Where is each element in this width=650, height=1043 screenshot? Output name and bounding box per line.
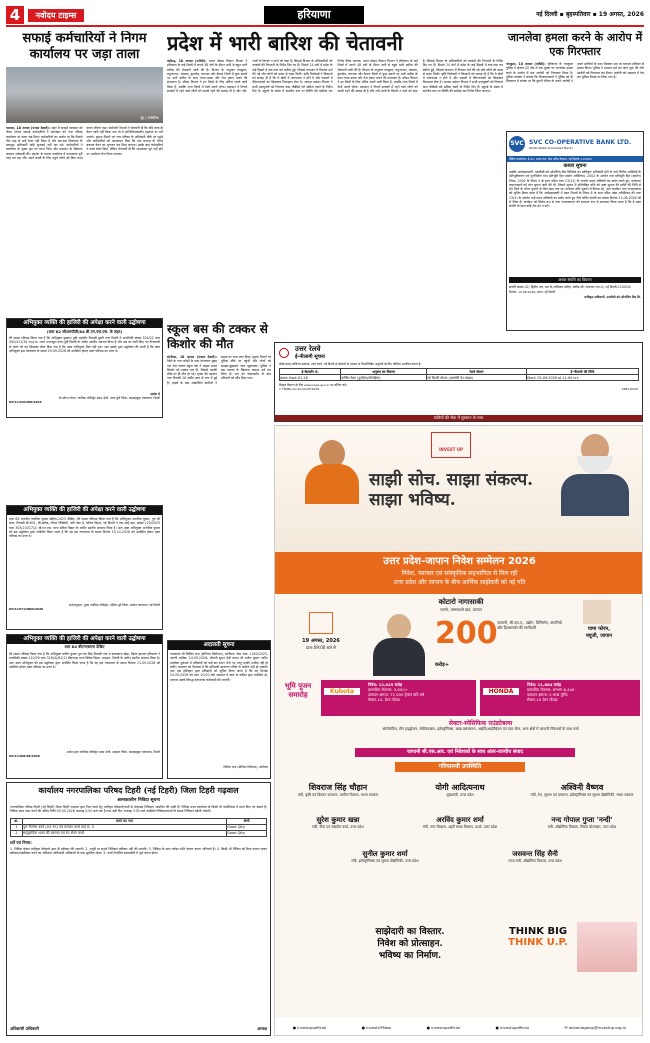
guest-card (279, 816, 397, 830)
governor-portrait (371, 614, 427, 676)
weekday: बृहस्पतिवार (565, 11, 591, 18)
notice-3-subtitle: धारा 84 बीएनएसएस देखिए (64, 644, 105, 649)
table-row (11, 830, 267, 836)
notice-2-ref: DP/11571/NDD/2026 (9, 607, 44, 611)
notice-2-title: अभियुक्त व्यक्ति की हाजिरी की अपेक्षा करने वाली उद्घोषणा (7, 506, 162, 515)
body-school: जिले के गांव जठेड़ी के पास मंगलवार सुबह एक तेज रफ्तार स्कूल बस ने बाइक सवार किशोर को टक्कर मार दी, जिससे उसकी मौके पर ही मौत हो गई। मृतक की पहचान गांव निवासी 16 वर्षीय छात्र के रूप में हुई है। हादसे के बाद आक्रोशित ग्रामीणों ने सड़क पर जाम लगा दिया। सूचना मिलने पर पुलिस मौके पर पहुंची और लोगों को समझा-बुझाकर जाम खुलवाया। पुलिस ने बस चालक के खिलाफ मामला दर्ज कर लिया है। शव को पोस्टमार्टम के बाद परिजनों को सौंप दिया गया। (167, 355, 271, 385)
facebook-icon: ● (292, 1024, 297, 1030)
social-instagram[interactable] (427, 1025, 460, 1030)
guest-card (279, 782, 397, 798)
slogan-3: भविष्य का निर्माण. (378, 951, 442, 961)
tender-sign-left: अधिशासी अधिकारी (10, 1026, 39, 1031)
notice-3-title: अभियुक्त व्यक्ति की हाजिरी की अपेक्षा करने वाली उद्घोषणा (7, 635, 162, 644)
guest-name: सुनील कुमार शर्मा (362, 850, 408, 858)
email-icon: ✉ (564, 1024, 568, 1030)
td-station: नई दिल्ली स्टेशन (अजमेरी गेट साइड) (427, 375, 527, 381)
bank-notice (506, 131, 644, 331)
guest-name: योगी आदित्यनाथ (435, 783, 485, 792)
railway-body: वरिष्ठ मंडल वाणिज्य प्रबंधक, उत्तर रेलवे, नई दिल्ली ई-नीलामी के माध्यम से निम्नलिखित अनुबंधों के लिए बोलियां आमंत्रित करता है। (279, 362, 422, 366)
th-station: रेलवे स्टेशन (427, 369, 527, 375)
dateline-main: चंडीगढ़, 18 अगस्त (एजैंसी): (167, 59, 207, 63)
railway-footer: विस्तृत विवरण के लिए www.ireps.gov.in पर लॉगिन करें। (279, 383, 347, 387)
banner-sub1: निवेश, नवाचार एवं सांस्कृतिक सहभागिता से मिल रही (401, 570, 518, 577)
bank-office: बैंकिंग कार्यालय: ई-25, प्रथम तल, ईस्ट ऑफ कैलाश, नई दिल्ली-110065 (507, 156, 643, 162)
guest-role: मंत्री, रेल, सूचना एवं प्रसारण, इलेक्ट्रॉनिक्स एवं सूचना प्रौद्योगिकी, भारत सरकार (530, 793, 634, 797)
body-main-cont: भारत मौसम विज्ञान विभाग ने हरियाणा के कई जिलों में अगले 48 घंटों के दौरान भारी से बहुत भारी बारिश की चेतावनी जारी की है। विभाग के अनुसार पंचकूला, यमुनानगर, अंबाला, कुरुक्षेत्र, करनाल और कैथल जिलों में कुछ स्थानों पर भारी बारिश के साथ गरज-चमक और तेज हवाएं चलने की संभावना है। मौसम विभाग ने इन जिलों के लिए ऑरेंज अलर्ट जारी किया है, जबकि अन्य जिलों में येलो अलर्ट रहेगा। प्रशासन ने निचले इलाकों में रहने वाले लोगों को सतर्क रहने की सलाह दी है और नदी-नालों के किनारे न जाने को कहा है। सिंचाई विभाग के अधिकारियों को तटबंधों की निगरानी के निर्देश दिए गए हैं। पिछले 24 घंटों में प्रदेश के कई हिस्सों में रुक-रुक कर बारिश हुई, जिससे तापमान में गिरावट दर्ज की गई और लोगों को उमस से राहत मिली। कृषि विशेषज्ञों ने किसानों को सलाह दी है कि वे खेतों में जलभराव न होने दें और फसलों में कीटनाशकों का छिड़काव फिलहाल रोक दें। आपदा प्रबंधन विभाग ने सभी उपायुक्तों को नियंत्रण कक्ष चौबीसों घंटे सक्रिय रखने के निर्देश दिए हैं। स्कूलों के संबंध में स्थानीय स्तर पर स्थिति की समीक्षा कर निर्णय लिया जाएगा। (337, 59, 503, 94)
td-date: Start: 02.09.2026 at 11:00 hrs (526, 375, 638, 381)
notice-1-signature: आदेश से (150, 392, 160, 396)
guest-card (401, 782, 519, 798)
td-work: सामुदायिक भवन की मरम्मत एवं रंग-रोगन कार्य (23, 830, 227, 836)
social-handle: investupofficial (431, 1024, 461, 1030)
railway-table (279, 368, 639, 381)
railway-ref: 1 TPI/Bb-Auction/AdT/2026 (279, 387, 320, 391)
headline-left: सफाई कर्मचारियों ने निगम कार्यालय पर जड़ा ताला (22, 31, 147, 62)
notice-3 (6, 634, 163, 779)
notice-2-signature: आदेशानुसार, मुख्य न्यायिक मजिस्ट्रेट, दक्षिण-पूर्व जिला, साकेत न्यायालय, नई दिल्ली (68, 603, 160, 607)
headline-school: स्कूल बस की टक्कर से किशोर की मौत (167, 322, 268, 351)
guest-role: मंत्री, कृषि एवं किसान कल्याण, ग्रामीण विकास, भारत सरकार (297, 793, 379, 797)
guest-name: नन्द गोपाल गुप्ता 'नन्दी' (551, 816, 613, 824)
ad-bhoomi-row (275, 678, 643, 718)
masthead (6, 6, 644, 24)
sector-text: ऑटोमोटिव, ग्रीन हाइड्रोजन, सेमीकंडक्टर, इलेक्ट्रॉनिक्स, खाद्य प्रसंस्करण, आईटी/आईटीईएस एवं डाटा सेंटर, अन्य क्षेत्रों में जापानी निवेशकों के साथ चर्चा (382, 727, 579, 731)
railway-code: 2881/2026 (621, 387, 638, 391)
bank-signatory: प्राधिकृत अधिकारी, एसवीसी को-ऑपरेटिव बैंक लि. (584, 295, 641, 300)
event-date: 19 अगस्त, 2026 (302, 638, 340, 644)
guest-role: मंत्री, वित्त एवं संसदीय कार्य, उत्तर प्रदेश (312, 825, 364, 829)
guest-role: मंत्री, औद्योगिक विकास, निर्यात प्रोत्साहन, उत्तर प्रदेश (547, 825, 617, 829)
think-up: THINK U.P. (508, 937, 568, 948)
td-work: पुल निर्माण कार्य (03 नग) एवं मरम्मत कार्य वार्ड सं. 5 (23, 824, 227, 830)
page-number: 4 (6, 6, 24, 24)
up-invest-ad (274, 425, 643, 1036)
bank-name: SVC CO-OPERATIVE BANK LTD. (529, 138, 632, 146)
guest-role: मंत्री, नगर विकास, शहरी समग्र विकास, ऊर्जा, उत्तर प्रदेश (422, 825, 498, 829)
bhoomi-label: भूमि पूजन समारोह (284, 682, 312, 699)
story-right-body (506, 62, 644, 112)
slogan-1: साझेदारी का विस्तार. (375, 927, 445, 937)
twitter-icon: ● (361, 1024, 365, 1030)
td-category: Good Qlty (227, 830, 267, 836)
story-school-body (167, 355, 271, 507)
guest-name: अरविंद कुमार शर्मा (436, 816, 484, 824)
guest-name: शिवराज सिंह चौहान (308, 783, 368, 792)
notice-1-body: मेरे समक्ष परिवाद किया गया है कि अभियुक्त मुस्कान पुत्री जहांगीर निवासी मुस्ती नगर दिल्ली ने प्राथमिकी संख्या 524/22 धारा 392/411/34 भा.द.सं. थाना भजनपुरा उत्तर-पूर्वी दिल्ली के अधीन दंडनीय अपराध किया है और उस पर जारी किए गए गिरफ्तारी के वारंट को यह लिखकर लौटा दिया गया है कि उक्त अभियुक्त मिल नहीं रहा। अतः इसके द्वारा उद्घोषणा की जाती है कि उक्त अभियुक्त इस न्यायालय के समक्ष 29.09.2026 को उपस्थित होकर उक्त परिवाद का उत्तर दे। (9, 336, 160, 353)
social-handle: investupofficial (297, 1024, 327, 1030)
honda-box (480, 680, 640, 716)
tender-body: नगरपालिका परिषद टिहरी (नई टिहरी) जिला टिहरी गढ़वाल द्वारा निम्न कार्य हेतु पंजीकृत ठेकेदारों/फर्मों से मोहरबंद निविदाएं आमंत्रित की जाती हैं। निविदा प्रपत्र कार्यालय से किसी भी कार्यदिवस में प्राप्त किए जा सकते हैं। निविदा प्रपत्र जमा करने की अंतिम तिथि 05.09.2026 अपराह्न 2:00 बजे तक है तथा उसी दिन अपराह्न 3:00 बजे उपस्थित निविदादाताओं के समक्ष निविदाएं खोली जाएंगी। (10, 805, 267, 814)
honda-line1: निवेश: 11,864 करोड़ (527, 682, 562, 687)
story-school (167, 322, 271, 540)
th-work: कार्य का नाम (23, 818, 227, 824)
social-youtube[interactable] (496, 1025, 529, 1030)
invest-up-badge: INVEST UP (431, 432, 471, 458)
calendar-icon (309, 612, 333, 634)
guest-card (315, 850, 455, 864)
signing-line: जापानी सी.एस.आर. एवं निवेशकों के साथ अंतर-राज्यीय संवाद (355, 748, 575, 757)
tender-title: कार्यालय नगरपालिका परिषद टिहरी (नई टिहरी) जिला टिहरी गढ़वाल (38, 785, 239, 795)
bank-logo-icon: SVC (509, 136, 525, 152)
social-facebook[interactable] (293, 1025, 326, 1030)
ad-hero (275, 426, 643, 556)
pm-portrait (559, 432, 631, 516)
venue-line1: यामा फोरम, (587, 626, 611, 632)
think-big-logo (503, 926, 573, 966)
guest-card (523, 782, 641, 798)
railway-tender (274, 342, 643, 422)
td-catalog: Advt-Sept-01-26 (280, 375, 341, 381)
instagram-icon: ● (426, 1024, 430, 1030)
guest-card (401, 816, 519, 830)
story-main (167, 31, 503, 319)
city: नई दिल्ली (536, 11, 558, 18)
kubota-line1: निवेश: 12,025 करोड़ (368, 682, 403, 687)
story-main-body (167, 59, 503, 317)
td-category: Good Qlty (227, 824, 267, 830)
big-number-desc: जापानी, सी.एल.ए., उद्योग, विनिर्माण, कंपनियों और हितधारकों की भागीदारी (497, 620, 562, 630)
th-date: ई-नीलामी की तिथि (526, 369, 638, 375)
email-address: advantageup@investup.org.in (568, 1024, 627, 1030)
guests-title: गरिमामयी उपस्थिति (395, 762, 525, 772)
notice-1-court: श्री सौरभ गोयल, न्यायिक मजिस्ट्रेट प्रथम श्रेणी, उत्तर-पूर्वी जिला, कड़कड़डूमा न्यायालय, दिल्ली (58, 396, 160, 400)
tender-bottom (6, 782, 271, 1036)
banner-title: उत्तर प्रदेश-जापान निवेश सम्मेलन 2026 (383, 556, 536, 567)
date: 19 अगस्त, 2026 (598, 11, 644, 18)
ad-event-block (275, 596, 643, 676)
notice-1 (6, 318, 163, 418)
th-catalog: ई-कैटलॉग सं. (280, 369, 341, 375)
bank-title: कब्जा सूचना (563, 163, 587, 169)
railway-brand: उत्तर रेलवे (295, 345, 321, 353)
big-number-unit: करोड़+ (435, 662, 450, 668)
notice-3-signature: आदेश द्वारा न्यायिक मजिस्ट्रेट प्रथम श्रेणी, शाहदरा जिला, कड़कड़डूमा न्यायालय, दिल्ली (66, 750, 160, 754)
banner-sub2: उत्तर प्रदेश और जापान के बीच आर्थिक साझेदारी को नई गति (393, 579, 526, 586)
ad-banner (275, 552, 643, 594)
tender-subtitle: अल्पकालीन निविदा सूचना (117, 798, 160, 803)
notice-1-ref: DP/11426/NW/2026 (9, 400, 42, 404)
dateline-right: पंचकूला, 18 अगस्त (एजैंसी): (506, 62, 546, 66)
bank-tagline: (Multi-State Scheduled Bank) (529, 145, 573, 150)
railway-logo-icon (279, 348, 289, 358)
body-right: हरियाणा के पंचकूला पुलिस ने सेक्टर-20 क्षेत्र में एक युवक पर जानलेवा हमला करने के आरोप में एक आरोपी को गिरफ्तार किया है। पुलिस प्रवक्ता ने बताया कि शिकायतकर्ता ने पुलिस को दी शिकायत में बताया था कि पुरानी रंजिश के चलते आरोपी ने अपने साथियों के साथ मिलकर उस पर धारदार हथियार से हमला किया। पुलिस ने मामला दर्ज कर जांच शुरू की और आरोपी को गिरफ्तार कर लिया। आरोपी को अदालत में पेश कर पुलिस रिमांड पर लिया गया है। (506, 62, 644, 84)
th-sno: क्र. (11, 818, 23, 824)
tender-sign-right: अध्यक्ष (257, 1026, 267, 1031)
body-left: शहर में सफाई व्यवस्था को लेकर नाराज सफाई कर्मचारियों ने मंगलवार को नगर परिषद कार्यालय पर ताला जड़ दिया। कर्मचारियों का आरोप था कि पिछले तीन माह से उन्हें वेतन नहीं मिला है और बार-बार शिकायत के बावजूद अधिकारी कोई सुनवाई नहीं कर रहे। कर्मचारियों ने कार्यालय के मुख्य द्वार पर धरना दिया और प्रशासन के खिलाफ जमकर नारेबाजी की। प्रदर्शन के कारण कार्यालय में कामकाज पूरी तरह ठप रहा और अपने कार्यों के लिए पहुंचे लोगों को बिना काम कराए लौटना पड़ा। कर्मचारी नेताओं ने चेतावनी दी कि यदि जल्द ही वेतन जारी नहीं किया गया तो वे अनिश्चितकालीन हड़ताल पर चले जाएंगे। सूचना मिलने पर नगर परिषद के अधिकारी मौके पर पहुंचे और कर्मचारियों को आश्वासन दिया कि एक सप्ताह के भीतर बकाया वेतन का भुगतान कर दिया जाएगा। इसके बाद कर्मचारियों ने ताला खोल दिया, लेकिन चेतावनी दी कि आश्वासन पूरा नहीं होने पर आंदोलन तेज किया जाएगा। (6, 126, 163, 161)
story-right (506, 31, 644, 131)
slogan-2: निवेश को प्रोत्साहन. (377, 939, 443, 949)
bank-header (507, 132, 643, 156)
ad-social-bar (275, 1018, 643, 1036)
notice-4-signature: सिविल जज (सीनियर डिवीजन), सोनीपत (223, 765, 268, 769)
body-main: भारत मौसम विज्ञान विभाग ने हरियाणा के कई जिलों में अगले 48 घंटों के दौरान भारी से बहुत भारी बारिश की चेतावनी जारी की है। विभाग के अनुसार पंचकूला, यमुनानगर, अंबाला, कुरुक्षेत्र, करनाल और कैथल जिलों में कुछ स्थानों पर भारी बारिश के साथ गरज-चमक और तेज हवाएं चलने की संभावना है। मौसम विभाग ने इन जिलों के लिए ऑरेंज अलर्ट जारी किया है, जबकि अन्य जिलों में येलो अलर्ट रहेगा। प्रशासन ने निचले इलाकों में रहने वाले लोगों को सतर्क रहने की सलाह दी है और नदी-नालों के किनारे न जाने को कहा है। सिंचाई विभाग के अधिकारियों को तटबंधों की निगरानी के निर्देश दिए गए हैं। पिछले 24 घंटों में प्रदेश के कई हिस्सों में रुक-रुक कर बारिश हुई, जिससे तापमान में गिरावट दर्ज की गई और लोगों को उमस से राहत मिली। कृषि विशेषज्ञों ने किसानों को सलाह दी है कि वे खेतों में जलभराव न होने दें और फसलों में कीटनाशकों का छिड़काव फिलहाल रोक दें। आपदा प्रबंधन विभाग ने सभी उपायुक्तों को नियंत्रण कक्ष चौबीसों घंटे सक्रिय रखने के निर्देश दिए हैं। स्कूलों के संबंध में स्थानीय स्तर पर स्थिति की समीक्षा कर निर्णय लिया जाएगा। (167, 59, 362, 94)
venue-line2: फ्यूजी, जापान (585, 633, 613, 639)
notice-4-body: न्यायालय श्री सिविल जज (सीनियर डिवीजन), सोनीपत। केस नंबर: 1452/2025, अगली तारीख: 24.09.2026। श्रीमती सुमन देवी बनाम श्री राजेश कुमार आदि। उपरोक्त मुकदमे में प्रतिवादी को कई बार समन भेजे गए परंतु उनकी तामील नहीं हो सकी। अदालत को विश्वास है कि प्रतिवादी साधारण तरीके से तामील नहीं हो सकती। अतः इस इश्तिहार द्वारा प्रतिवादी को सूचित किया जाता है कि वह दिनांक 24.09.2026 को प्रातः 10:00 बजे अदालत में स्वयं या वकील द्वारा उपस्थित हो, अन्यथा उसके विरुद्ध एकतरफा कार्यवाही की जाएगी। (170, 652, 268, 682)
dateline-school: सोनीपत, 18 अगस्त (पंजाब केसरी): (167, 355, 217, 359)
story-left (6, 31, 163, 316)
honda-line3: उत्पादन क्षमता: 5 लाख यूनिट (527, 692, 568, 697)
social-email[interactable] (564, 1025, 626, 1030)
kubota-line4: सेक्टर-10, ग्रेटर नोएडा (368, 697, 400, 702)
th-contract: अनुबंध का विवरण (341, 369, 427, 375)
notice-2 (6, 505, 163, 630)
th-category: श्रेणी (227, 818, 267, 824)
kubota-line2: प्रस्तावित रोजगार: 3,800+ (368, 687, 408, 692)
guest-role: राज्य मंत्री, औद्योगिक विकास, उत्तर प्रदेश (508, 859, 562, 863)
bank-body: जबकि अधोहस्ताक्षरी, एसवीसी को-ऑपरेटिव बैंक लिमिटेड का प्राधिकृत अधिकारी होने के नाते वित्तीय आस्तियों के प्रतिभूतिकरण एवं पुनर्निर्माण तथा प्रतिभूति हित प्रवर्तन अधिनियम, 2002 के अंतर्गत तथा प्रतिभूति हित (प्रवर्तन) नियम, 2002 के नियम 3 के साथ पठित धारा 13(12) के अंतर्गत प्रदत्त शक्तियों का प्रयोग करते हुए, कर्जदार/जमानतदारों को मांग सूचना जारी की थी, जिसमें सूचना में उल्लिखित राशि को उक्त सूचना की प्राप्ति की तिथि से 60 दिनों के भीतर चुकाने के लिए कहा गया था। कर्जदार राशि चुकाने में विफल रहे, अतः कर्जदार तथा जनसाधारण को सूचित किया जाता है कि अधोहस्ताक्षरी ने उक्त नियमों के नियम 8 के साथ पठित उक्त अधिनियम की धारा 13(4) के अंतर्गत उन्हें प्रदत्त शक्तियों का प्रयोग करते हुए नीचे वर्णित संपत्ति का कब्जा दिनांक 21.08.2026 को ले लिया है। कर्जदार को विशेष रूप से तथा जनसाधारण को सामान्य रूप से सावधान किया जाता है कि वे उक्त संपत्ति के साथ कोई लेन-देन न करें। (509, 170, 641, 209)
guest-card (523, 816, 641, 830)
headline-main: प्रदेश में भारी बारिश की चेतावनी (167, 31, 403, 55)
guest-role: मुख्यमंत्री, उत्तर प्रदेश (446, 793, 474, 797)
temple-illustration (577, 922, 637, 972)
td-sno: 2 (11, 830, 23, 836)
railway-header (275, 343, 642, 362)
paper-logo: नवोदय टाइम्स (28, 9, 84, 22)
guest-name: अश्विनी वैष्णव (560, 783, 604, 792)
section-title: हरियाणा (264, 6, 364, 24)
guest-card (465, 850, 605, 864)
tender-table (10, 818, 267, 837)
social-handle: investupofficial (500, 1024, 529, 1030)
ad-slogan (335, 926, 485, 962)
venue-icon (583, 600, 611, 624)
table-row (280, 375, 639, 381)
photo-caption: नूंह | सांकेतिक (140, 116, 159, 120)
honda-logo: HONDA (483, 688, 519, 695)
social-handle: InvestUPNew (366, 1024, 392, 1030)
sector-title: सेक्टर-स्पेसिफिक राउंडटेबल्स (448, 720, 513, 727)
notice-1-subtitle: (धारा 82 सीआरपीसी/84 बी.एन.एस.एस. के तहत) (46, 329, 123, 334)
bank-date-place: दिनांक: 19.08.2026, स्थान: नई दिल्ली (509, 290, 556, 295)
conditions-title: शर्तें एवं नियम: (10, 839, 32, 845)
hero-line: साझी सोच. साझा संकल्प. साझा भविष्य. (369, 470, 534, 510)
story-left-body (6, 126, 163, 310)
kubota-line3: उत्पादन क्षमता: 72,000 ट्रैक्टर प्रति वर्ष (368, 692, 425, 697)
cm-portrait (303, 440, 361, 504)
story-photo (6, 67, 163, 123)
td-contract: पार्किंग ठेका (दुपहिया/चौपहिया) (341, 375, 427, 381)
notice-2-body: धारा 84 भारतीय नागरिक सुरक्षा संहिता-2023 देखिए। मेरे समक्ष परिवाद किया गया है कि अभियुक्त अनारीक कुमार, पुत्र श्री लाल, निवासी बी-601, बी-ब्लॉक, गोयल रेजिडेंसी, गली नंबर 8, सरिता विहार, नई दिल्ली ने एफ.आई.आर. संख्या 120/2025 धारा 303(2)/317(2) बी.एन.एस. थाना सरिता विहार के अधीन दंडनीय अपराध किया है। अतः उक्त अभियुक्त अनारीक कुमार को इस उद्घोषणा द्वारा अपेक्षित किया जाता है कि वह इस न्यायालय के समक्ष दिनांक 15.10.2026 को उपस्थित होकर उक्त परिवाद का उत्तर दे। (9, 517, 160, 539)
guest-name: जसवन्त सिंह सैनी (512, 850, 558, 858)
railway-tagline: यात्रियों की सेवा में मुस्कान के साथ (275, 415, 642, 421)
governor-title: कोटारो नागासाकी (438, 598, 484, 606)
governor-role: गवर्नर, यामानाशी प्रांत, जापान (440, 607, 482, 612)
kubota-box (321, 680, 476, 716)
notice-4-title: अदालती सूचना (168, 641, 270, 650)
honda-line4: सेक्टर-10 ग्रेटर नोएडा (527, 697, 558, 702)
railway-title: ई-नीलामी सूचना (295, 354, 325, 360)
youtube-icon: ● (495, 1024, 499, 1030)
guest-name: सुरेश कुमार खन्ना (316, 816, 360, 824)
ad-sector (321, 719, 640, 745)
social-twitter[interactable] (362, 1025, 391, 1030)
honda-line2: प्रस्तावित रोजगार: लगभग 6,440 (527, 687, 575, 692)
property-desc: संपत्ति संख्या 42, द्वितीय तल, छत के अधिकार सहित, ब्लॉक-सी, लाजपत नगर-II, नई दिल्ली-110024। (509, 285, 632, 289)
notice-4 (167, 640, 271, 779)
notice-1-title: अभियुक्त व्यक्ति की हाजिरी की अपेक्षा करने वाली उद्घोषणा (7, 319, 162, 328)
big-number (435, 616, 498, 668)
dateline-left: पलवल, 18 अगस्त (पंजाब केसरी): (6, 126, 51, 130)
big-number-value: 200 (435, 616, 498, 651)
guests-grid (275, 776, 643, 918)
notice-3-body: मेरे समक्ष परिवाद किया गया है कि अभियुक्त प्रवीण कुमार पुत्र राम सिंह निवासी गांव व डाकखाना खेड़ा, जिला झज्जर हरियाणा ने प्राथमिकी संख्या 110/26 धारा 318(4)/61(2) बीएनएस थाना विवेक विहार, शाहदरा, दिल्ली के अधीन दंडनीय अपराध किया है। अतः उक्त अभियुक्त को इस उद्घोषणा द्वारा अपेक्षित किया जाता है कि वह इस न्यायालय के समक्ष दिनांक 21.09.2026 को उपस्थित होकर उक्त परिवाद का उत्तर दे। (9, 652, 160, 669)
dateline: नई दिल्ली ▪ बृहस्पतिवार ▪ 19 अगस्त, 2026 (536, 11, 644, 18)
td-sno: 1 (11, 824, 23, 830)
think-big: THINK BIG (508, 926, 568, 937)
headline-right: जानलेवा हमला करने के आरोप में एक गिरफ्तार (507, 31, 643, 58)
property-title: अचल संपत्ति का विवरण (509, 277, 641, 283)
guest-role: मंत्री, इलेक्ट्रॉनिक्स एवं सूचना प्रौद्योगिकी, उत्तर प्रदेश (351, 859, 419, 863)
notice-3-ref: DP/11498/SE/2026 (9, 754, 40, 758)
kubota-logo: Kubota (324, 688, 360, 695)
conditions-body: 1. निविदा केवल पंजीकृत ठेकेदारों द्वारा ही स्वीकार की जाएगी। 2. अधूरी या सशर्त निविदाएं स्वीकार नहीं की जाएंगी। 3. निविदा के साथ धरोहर राशि संलग्न करना अनिवार्य है। 4. किसी भी निविदा को बिना कारण बताए स्वीकार/अस्वीकार करने का अधिकार अधिशासी अधिकारी के पास सुरक्षित रहेगा। 5. कार्य निर्धारित समयावधि में पूर्ण करना होगा। (10, 846, 267, 855)
event-time: प्रातः 09:00 बजे से (306, 645, 336, 650)
